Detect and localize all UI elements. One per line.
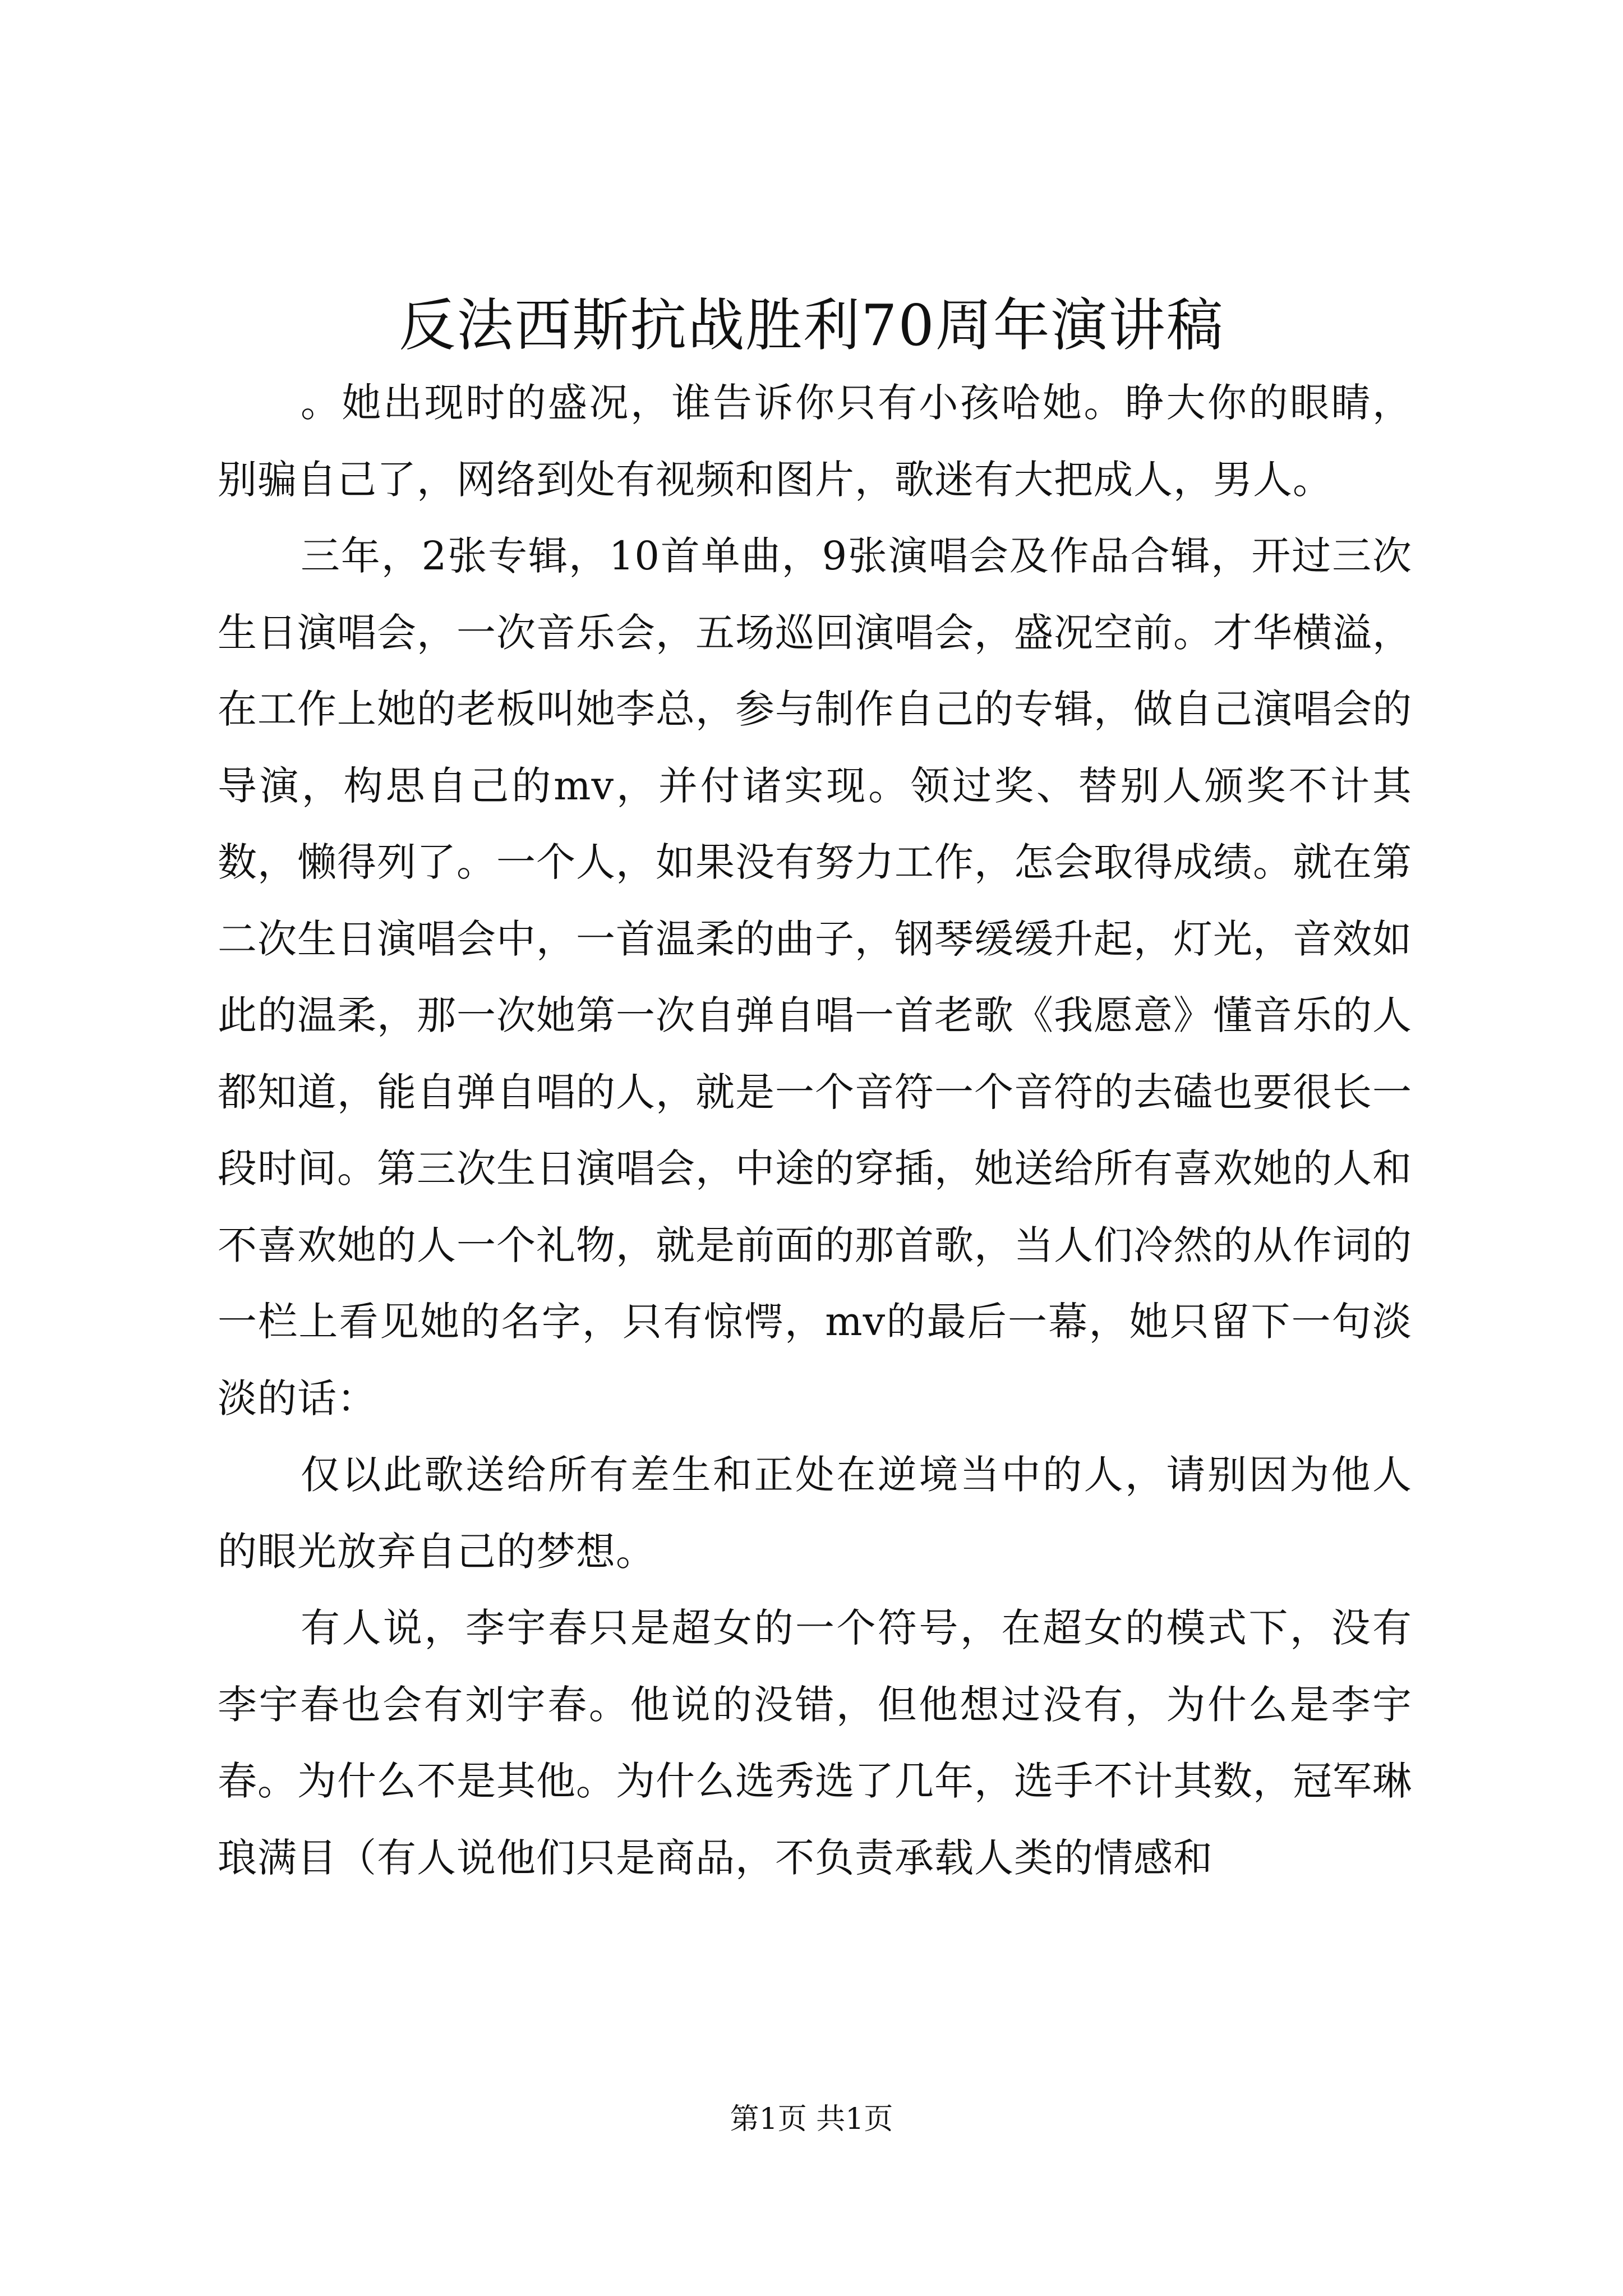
page-footer: 第1页 共1页 xyxy=(730,2102,893,2136)
document-body xyxy=(218,365,1412,1896)
paragraph-4: 有人说，李宇春只是超女的一个符号，在超女的模式下，没有李宇春也会有刘宇春。他说的没错，但他想过没有，为什么是李宇春。为什么不是其他。为什么选秀选了几年，选手不计其数，冠军琳琅满目（有人说他们只是商品，不负责承载人类的情感和 xyxy=(218,1605,1412,1881)
paragraph-1: 。她出现时的盛况，谁告诉你只有小孩哈她。睁大你的眼睛，别骗自己了，网络到处有视频和图片，歌迷有大把成人，男人。 xyxy=(218,380,1412,503)
document-title: 反法西斯抗战胜利70周年演讲稿 xyxy=(399,292,1224,358)
paragraph-2: 三年，2张专辑，10首单曲，9张演唱会及作品合辑，开过三次生日演唱会，一次音乐会，五场巡回演唱会，盛况空前。才华横溢，在工作上她的老板叫她李总，参与制作自己的专辑，做自己演唱会的导演，构思自己的mv，并付诸实现。领过奖、替别人颁奖不计其数，懒得列了。一个人，如果没有努力工作，怎会取得成绩。就在第二次生日演唱会中，一首温柔的曲子，钢琴缓缓升起，灯光，音效如此的温柔，那一次她第一次自弹自唱一首老歌《我愿意》懂音乐的人都知道，能自弹自唱的人，就是一个音符一个音符的去磕也要很长一段时间。第三次生日演唱会，中途的穿插，她送给所有喜欢她的人和不喜欢她的人一个礼物，就是前面的那首歌，当人们冷然的从作词的一栏上看见她的名字，只有惊愕，mv的最后一幕，她只留下一句淡淡的话： xyxy=(218,533,1412,1421)
paragraph-3: 仅以此歌送给所有差生和正处在逆境当中的人，请别因为他人的眼光放弃自己的梦想。 xyxy=(218,1452,1412,1575)
